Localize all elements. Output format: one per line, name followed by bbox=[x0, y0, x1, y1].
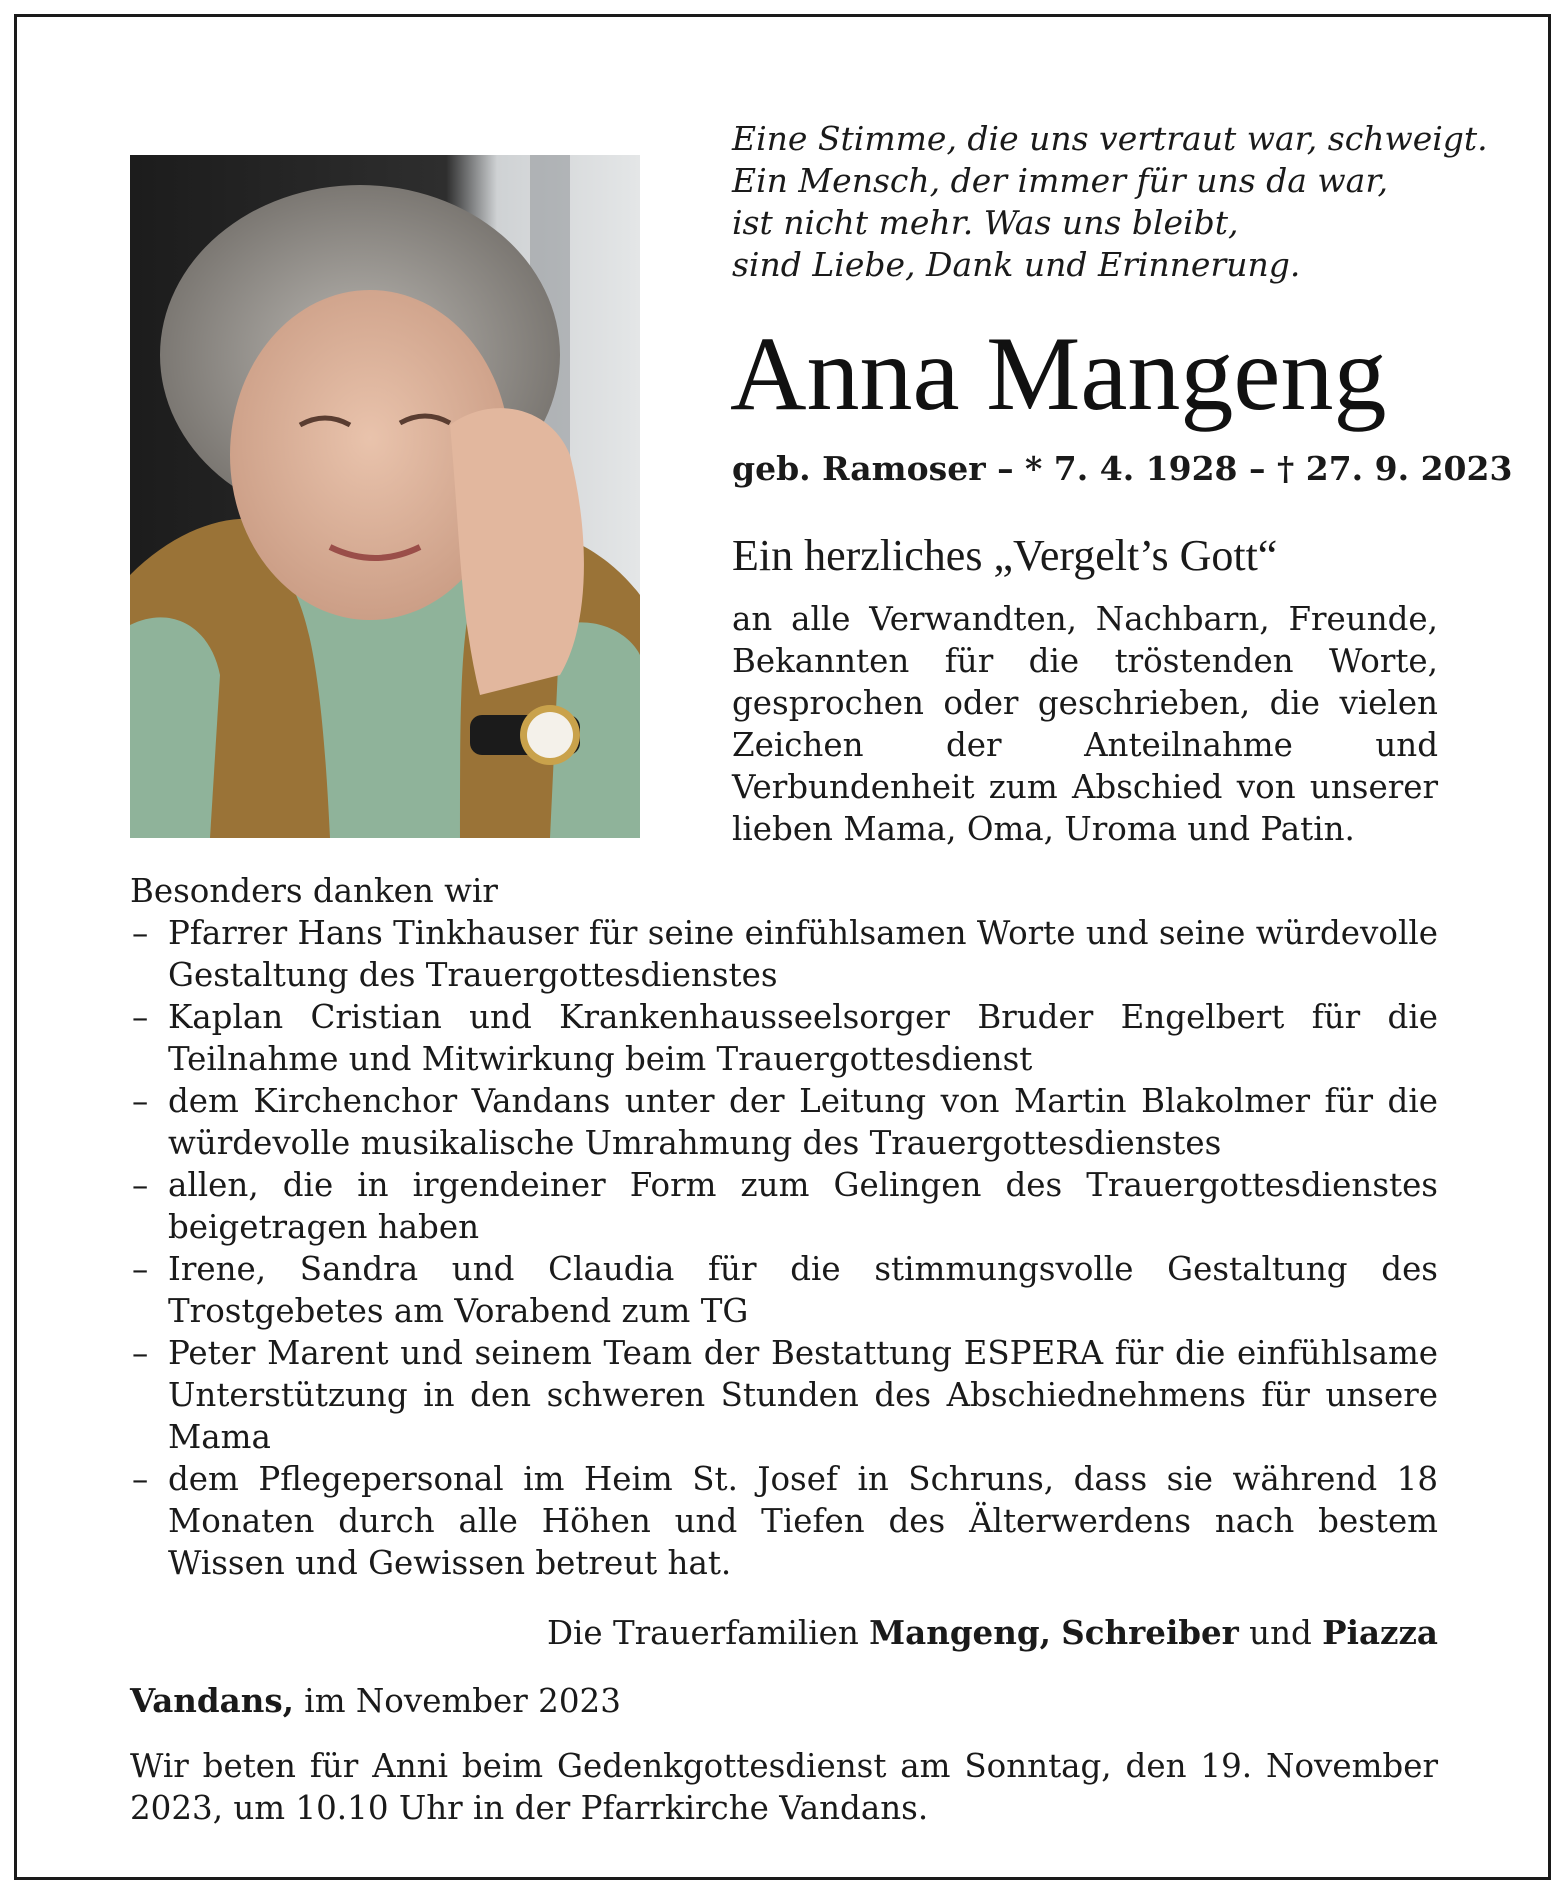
place-date: im November 2023 bbox=[304, 1682, 621, 1720]
dash-bullet: – bbox=[132, 1082, 149, 1120]
special-thanks-intro: Besonders danken wir bbox=[130, 872, 498, 910]
thanks-heading: Ein herzliches „Vergelt’s Gott“ bbox=[732, 531, 1278, 580]
memorial-service-notice: Wir beten für Anni beim Gedenkgottesdienst am Sonntag, den 19. November 2023, um 10.10 Uhr in der Pfarrkirche Vandans. bbox=[130, 1747, 1438, 1827]
quote-line: Ein Mensch, der immer für uns da war, bbox=[732, 161, 1388, 200]
memorial-quote bbox=[732, 118, 1488, 286]
list-item bbox=[130, 1332, 1438, 1458]
dash-bullet: – bbox=[132, 1334, 149, 1372]
dash-bullet: – bbox=[132, 1460, 149, 1498]
place-town: Vandans, bbox=[130, 1681, 294, 1720]
place-date-line bbox=[130, 1680, 1438, 1722]
portrait-photo-illustration bbox=[130, 155, 640, 838]
special-thanks-list bbox=[130, 912, 1438, 1584]
family-name-1: Mangeng, bbox=[869, 1613, 1051, 1652]
list-item-text: dem Kirchenchor Vandans unter der Leitung von Martin Blakolmer für die würdevolle musikalische Umrahmung des Trauergottesdienstes bbox=[168, 1082, 1438, 1162]
list-item-text: Pfarrer Hans Tinkhauser für seine einfühlsamen Worte und seine würdevolle Gestaltung des Trauergottesdienstes bbox=[168, 914, 1438, 994]
dash-bullet: – bbox=[132, 1250, 149, 1288]
list-item bbox=[130, 996, 1438, 1080]
family-signature bbox=[130, 1612, 1438, 1654]
dash-bullet: – bbox=[132, 914, 149, 952]
list-item-text: dem Pflegepersonal im Heim St. Josef in Schruns, dass sie während 18 Monaten durch alle Höhen und Tiefen des Älterwerdens nach bestem Wissen und Gewissen betreut hat. bbox=[168, 1460, 1438, 1582]
list-item bbox=[130, 1248, 1438, 1332]
family-name-3: Piazza bbox=[1322, 1613, 1438, 1652]
deceased-name: Anna Mangeng bbox=[730, 315, 1387, 432]
family-name-2: Schreiber bbox=[1061, 1613, 1239, 1652]
family-conjunction: und bbox=[1249, 1614, 1312, 1652]
list-item-text: Irene, Sandra und Claudia für die stimmungsvolle Gestaltung des Trostgebetes am Vorabend zum TG bbox=[168, 1250, 1438, 1330]
quote-line: Eine Stimme, die uns vertraut war, schweigt. bbox=[732, 119, 1488, 158]
special-thanks-section bbox=[130, 870, 1438, 1584]
list-item-text: allen, die in irgendeiner Form zum Gelingen des Trauergottesdienstes beigetragen haben bbox=[168, 1166, 1438, 1246]
list-item bbox=[130, 1164, 1438, 1248]
dash-bullet: – bbox=[132, 998, 149, 1036]
birth-death-dates: geb. Ramoser – * 7. 4. 1928 – † 27. 9. 2023 bbox=[732, 449, 1513, 488]
thanks-paragraph: an alle Verwandten, Nachbarn, Freunde, Bekannten für die tröstenden Worte, gesprochen oder geschrieben, die vielen Zeichen der Anteilnahme und Verbundenheit zum Abschied von unserer lieben Mama, Oma, Uroma und Patin. bbox=[732, 600, 1438, 848]
dash-bullet: – bbox=[132, 1166, 149, 1204]
quote-line: ist nicht mehr. Was uns bleibt, bbox=[732, 203, 1239, 242]
family-prefix: Die Trauerfamilien bbox=[546, 1614, 859, 1652]
quote-line: sind Liebe, Dank und Erinnerung. bbox=[732, 245, 1301, 284]
portrait-photo bbox=[130, 155, 640, 838]
list-item-text: Kaplan Cristian und Krankenhausseelsorger Bruder Engelbert für die Teilnahme und Mitwirkung beim Trauergottesdienst bbox=[168, 998, 1438, 1078]
list-item bbox=[130, 1458, 1438, 1584]
list-item-text: Peter Marent und seinem Team der Bestattung ESPERA für die einfühlsame Unterstützung in den schweren Stunden des Abschiednehmens für unsere Mama bbox=[168, 1334, 1438, 1456]
list-item bbox=[130, 1080, 1438, 1164]
list-item bbox=[130, 912, 1438, 996]
